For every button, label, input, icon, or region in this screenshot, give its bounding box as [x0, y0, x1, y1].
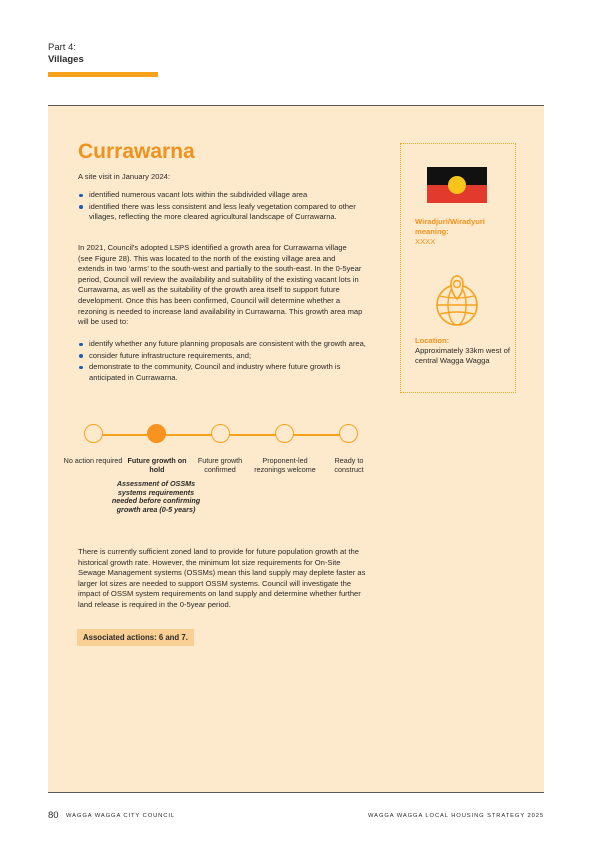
- footer-document-title: WAGGA WAGGA LOCAL HOUSING STRATEGY 2025: [368, 813, 544, 819]
- location-value: Approximately 33km west of central Wagga Wagga: [415, 346, 510, 365]
- timeline-note: Assessment of OSSMs systems requirements needed before confirming growth area (0-5 years): [111, 479, 201, 514]
- timeline-node-2-active: [147, 424, 166, 443]
- paragraph-growth-area: In 2021, Council’s adopted LSPS identified a growth area for Currawarna village (see Figure 28). This was located to the north of the existing village area and extends in two ‘arms’ to the south-west and partially to the south-east. In the 0-5year period, Council will review the availability and suitability of the existing vacant lots in Currawarna, as well as the suitability of the growth area itself to support future development. Once this has been confirmed, Council will determine whether a rezoning is needed to increase land availability in Currawarna. This growth area map will be used to:: [78, 243, 363, 327]
- map-bullets: [78, 339, 368, 384]
- meaning-value: XXXX: [415, 237, 436, 246]
- list-item: consider future infrastructure requirements, and;: [78, 351, 368, 362]
- timeline-node-4: [275, 424, 294, 443]
- page-title: Currawarna: [78, 140, 195, 163]
- associated-actions-badge: Associated actions: 6 and 7.: [77, 629, 194, 646]
- timeline-step-5: Ready to construct: [334, 456, 364, 474]
- list-item: identified there was less consistent and less leafy vegetation compared to other villages, reflecting the more cleared agricultural landscape of Currawarna.: [78, 202, 368, 223]
- timeline-node-1: [84, 424, 103, 443]
- section-header: [48, 42, 84, 65]
- header-accent-bar: [48, 72, 158, 77]
- timeline-step-3: Future growth confirmed: [197, 456, 243, 474]
- globe-pin-icon: [434, 272, 480, 328]
- page-number: 80: [48, 810, 59, 821]
- paragraph-ossm: There is currently sufficient zoned land to provide for future population growth at the historical growth rate. However, the minimum lot size requirements for On-Site Sewage Management systems (OSSMs) mean this land supply may deplete faster as larger lot sizes are needed to support OSSM systems. Council will investigate the impact of OSSM system requirements on land supply and determine whether further land release is required in the 0-5year period.: [78, 547, 366, 609]
- timeline-node-5: [339, 424, 358, 443]
- list-item: identify whether any future planning proposals are consistent with the growth area,: [78, 339, 368, 350]
- section-name: Villages: [48, 53, 84, 65]
- meaning-label: Wiradjuri/Wiradyuri meaning:: [415, 217, 485, 236]
- timeline-step-1: No action required: [63, 456, 123, 465]
- timeline-step-4: Proponent-led rezonings welcome: [254, 456, 316, 474]
- intro-text: A site visit in January 2024:: [78, 172, 171, 181]
- part-number: Part 4:: [48, 42, 76, 53]
- aboriginal-flag-icon: [427, 167, 487, 203]
- list-item: identified numerous vacant lots within the subdivided village area: [78, 190, 368, 201]
- timeline-node-3: [211, 424, 230, 443]
- visit-bullets: [78, 190, 368, 224]
- location-label: Location:: [415, 336, 450, 345]
- list-item: demonstrate to the community, Council and industry where future growth is anticipated in Currawarna.: [78, 362, 368, 383]
- timeline-step-2: Future growth on hold: [127, 456, 187, 474]
- footer-council: WAGGA WAGGA CITY COUNCIL: [66, 813, 175, 819]
